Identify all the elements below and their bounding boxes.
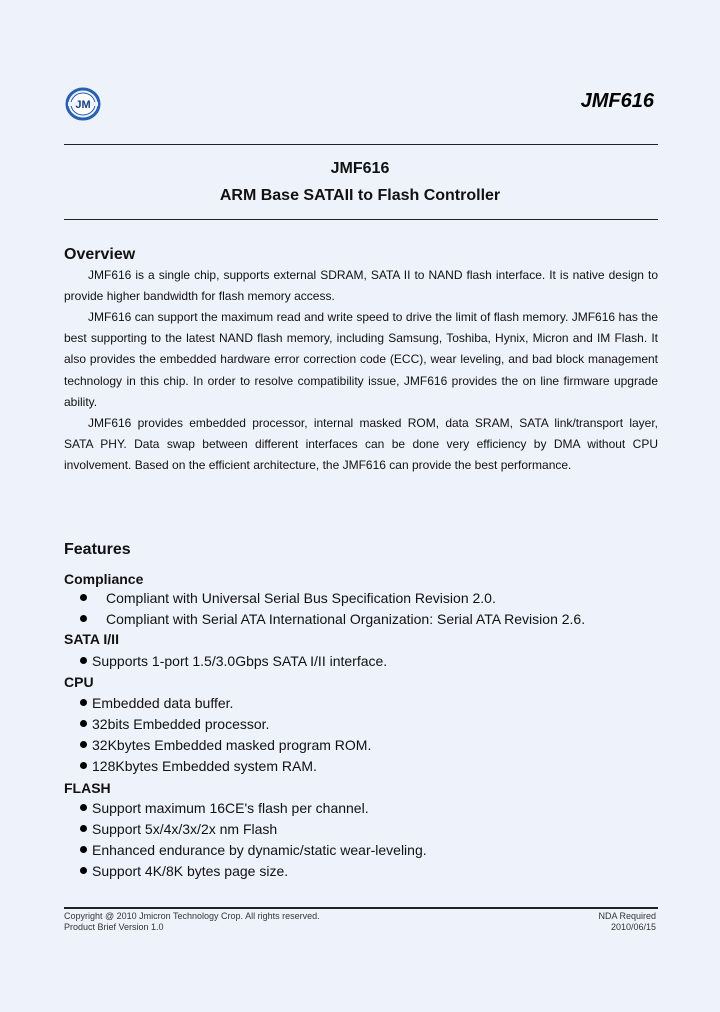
bullet-dot-icon xyxy=(80,825,87,832)
footer-version: Product Brief Version 1.0 xyxy=(64,922,164,932)
bullet-dot-icon xyxy=(80,594,87,601)
bullet-dot-icon xyxy=(80,867,87,874)
bullet-dot-icon xyxy=(80,615,87,622)
bullet-dot-icon xyxy=(80,720,87,727)
overview-heading: Overview xyxy=(64,246,136,263)
feature-item: Embedded data buffer. xyxy=(92,695,234,711)
section-title-sata: SATA I/II xyxy=(64,631,119,647)
footer-copyright: Copyright @ 2010 Jmicron Technology Crop. All rights reserved. xyxy=(64,911,320,921)
overview-paragraph-1: JMF616 is a single chip, supports external SDRAM, SATA II to NAND flash interface. It is native design to provide higher bandwidth for flash memory access. xyxy=(64,268,658,304)
features-heading: Features xyxy=(64,541,131,558)
footer-rule xyxy=(64,907,658,909)
header-product-code: JMF616 xyxy=(580,90,654,112)
feature-item: Support maximum 16CE's flash per channel. xyxy=(92,800,369,816)
feature-item: Support 5x/4x/3x/2x nm Flash xyxy=(92,821,278,837)
jmicron-logo xyxy=(64,86,102,122)
feature-item: Compliant with Serial ATA International Organization: Serial ATA Revision 2.6. xyxy=(106,611,586,627)
feature-item: Supports 1-port 1.5/3.0Gbps SATA I/II interface. xyxy=(92,653,388,669)
overview-paragraph-2: JMF616 can support the maximum read and write speed to drive the limit of flash memory. JMF616 has the best supporting to the latest NAND flash memory, including Samsung, Toshiba, Hynix, Micron and IM Flash. It also provides the embedded hardware error correction code (ECC), wear leveling, and bad block management technology in this chip. In order to resolve compatibility issue, JMF616 provides the on line firmware upgrade ability. xyxy=(64,310,658,409)
section-title-compliance: Compliance xyxy=(64,571,144,587)
feature-item: Enhanced endurance by dynamic/static wear-leveling. xyxy=(92,842,427,858)
bullet-dot-icon xyxy=(80,699,87,706)
feature-item: 128Kbytes Embedded system RAM. xyxy=(92,758,317,774)
doc-title: JMF616 xyxy=(330,160,390,177)
section-title-cpu: CPU xyxy=(64,674,94,690)
footer-date: 2010/06/15 xyxy=(610,922,656,932)
bullet-dot-icon xyxy=(80,804,87,811)
bullet-dot-icon xyxy=(80,741,87,748)
feature-item: Compliant with Universal Serial Bus Specification Revision 2.0. xyxy=(106,590,496,606)
svg-text:JM: JM xyxy=(75,99,91,111)
title-rule xyxy=(64,219,658,220)
bullet-dot-icon xyxy=(80,762,87,769)
bullet-dot-icon xyxy=(80,657,87,664)
header-rule xyxy=(64,144,658,145)
doc-subtitle: ARM Base SATAII to Flash Controller xyxy=(219,187,501,204)
bullet-dot-icon xyxy=(80,846,87,853)
footer-nda: NDA Required xyxy=(598,911,656,921)
feature-item: Support 4K/8K bytes page size. xyxy=(92,863,289,879)
feature-item: 32Kbytes Embedded masked program ROM. xyxy=(92,737,372,753)
overview-paragraph-3: JMF616 provides embedded processor, internal masked ROM, data SRAM, SATA link/transport layer, SATA PHY. Data swap between different interfaces can be done very efficiency by DMA without CPU involvement. Based on the efficient architecture, the JMF616 can provide the best performance. xyxy=(64,416,658,473)
feature-item: 32bits Embedded processor. xyxy=(92,716,270,732)
section-title-flash: FLASH xyxy=(64,780,111,796)
